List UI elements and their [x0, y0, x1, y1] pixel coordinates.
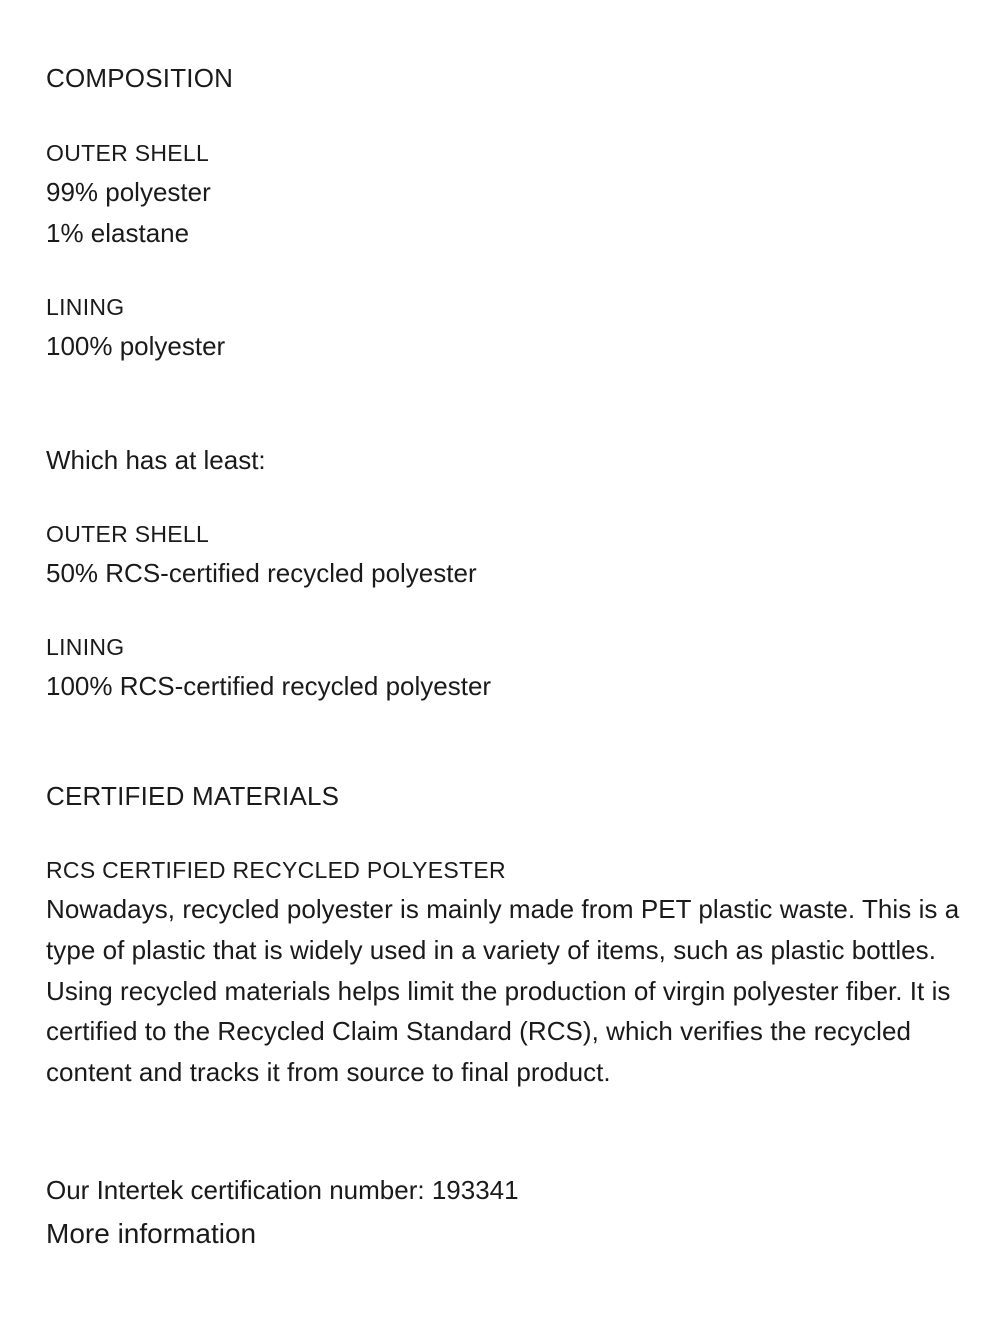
min-outer-shell-material-1: 50% RCS-certified recycled polyester	[46, 558, 477, 588]
min-lining-label: LINING	[46, 634, 125, 660]
minimum-intro: Which has at least:	[46, 445, 266, 475]
composition-heading: COMPOSITION	[46, 63, 234, 93]
lining-label: LINING	[46, 294, 125, 320]
rcs-description: Nowadays, recycled polyester is mainly made from PET plastic waste. This is a type of plastic that is widely used in a variety of items, such as plastic bottles. Using recycled materials helps limit the production of virgin polyester fiber. It is certified to the Recycled Claim Standard (RCS), which verifies the recycled content and tracks it from source to final product.	[46, 894, 960, 1088]
lining-material-1: 100% polyester	[46, 331, 226, 361]
min-outer-shell-label: OUTER SHELL	[46, 521, 210, 547]
more-information-link[interactable]: More information	[46, 1218, 257, 1249]
certification-number: Our Intertek certification number: 193341	[46, 1175, 519, 1205]
outer-shell-label: OUTER SHELL	[46, 140, 210, 166]
outer-shell-material-2: 1% elastane	[46, 218, 190, 248]
certified-materials-heading: CERTIFIED MATERIALS	[46, 781, 340, 811]
rcs-material-label: RCS CERTIFIED RECYCLED POLYESTER	[46, 857, 506, 883]
min-lining-material-1: 100% RCS-certified recycled polyester	[46, 671, 492, 701]
outer-shell-material-1: 99% polyester	[46, 177, 211, 207]
